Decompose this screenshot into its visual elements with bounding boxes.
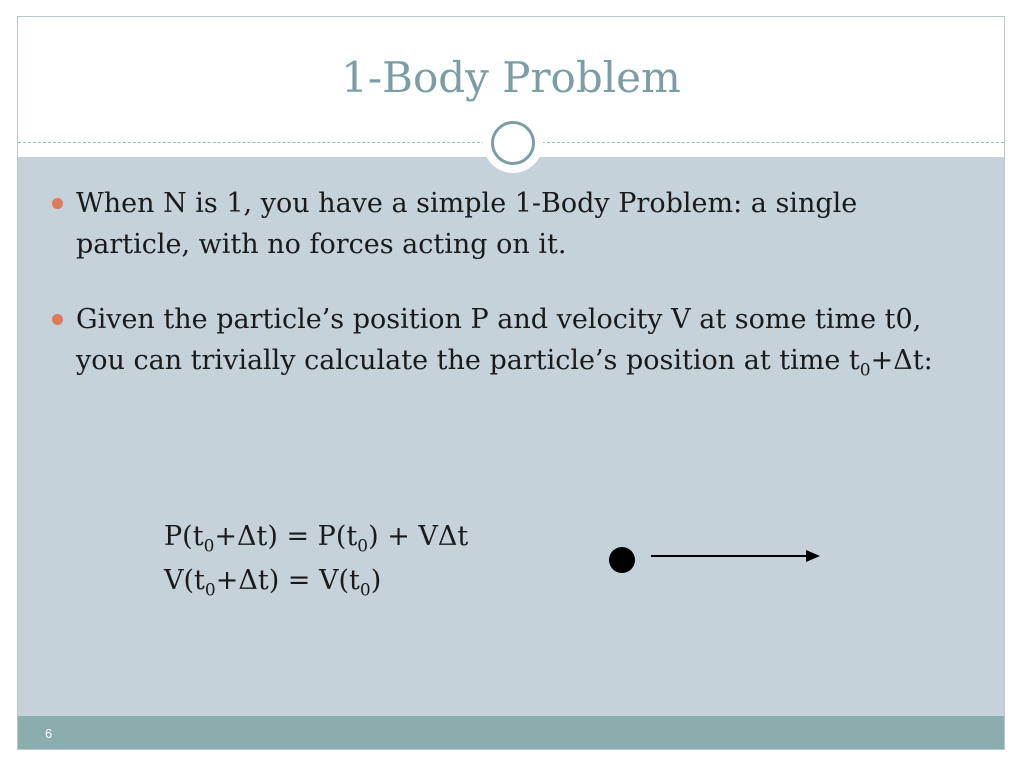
velocity-equation xyxy=(164,559,468,603)
particle-diagram xyxy=(608,547,838,607)
subscript: 0 xyxy=(203,536,215,557)
subscript: 0 xyxy=(859,360,871,381)
right-arrow-icon xyxy=(806,550,820,562)
bullet-list xyxy=(50,183,970,415)
bullet-item-1 xyxy=(50,183,970,265)
equations xyxy=(164,515,468,603)
footer-bar xyxy=(18,716,1004,750)
equation-text: +Δt) = V(t xyxy=(215,565,360,596)
subscript: 0 xyxy=(359,580,371,601)
slide-title: 1-Body Problem xyxy=(341,53,681,102)
subscript: 0 xyxy=(204,580,216,601)
slide xyxy=(17,16,1005,750)
position-equation xyxy=(164,515,468,559)
equation-text: P(t xyxy=(164,521,204,552)
bullet-icon xyxy=(52,314,63,325)
equation-text: V(t xyxy=(164,565,205,596)
divider-ornament xyxy=(483,113,543,173)
equation-text: ) + VΔt xyxy=(368,521,469,552)
subscript: 0 xyxy=(357,536,369,557)
bullet-text: When N is 1, you have a simple 1-Body Problem: a single particle, with no forces acting on it. xyxy=(76,188,858,260)
slide-number: 6 xyxy=(45,726,53,741)
bullet-text-suffix: +Δt: xyxy=(870,345,933,376)
bullet-text: Given the particle’s position P and velocity V at some time t0, you can trivially calculate the particle’s position at time t xyxy=(76,304,922,376)
bullet-item-2 xyxy=(50,299,970,381)
bullet-icon xyxy=(52,198,63,209)
particle-icon xyxy=(609,547,635,573)
ring-icon xyxy=(491,121,535,165)
equation-text: ) xyxy=(370,565,382,596)
equation-text: +Δt) = P(t xyxy=(214,521,358,552)
